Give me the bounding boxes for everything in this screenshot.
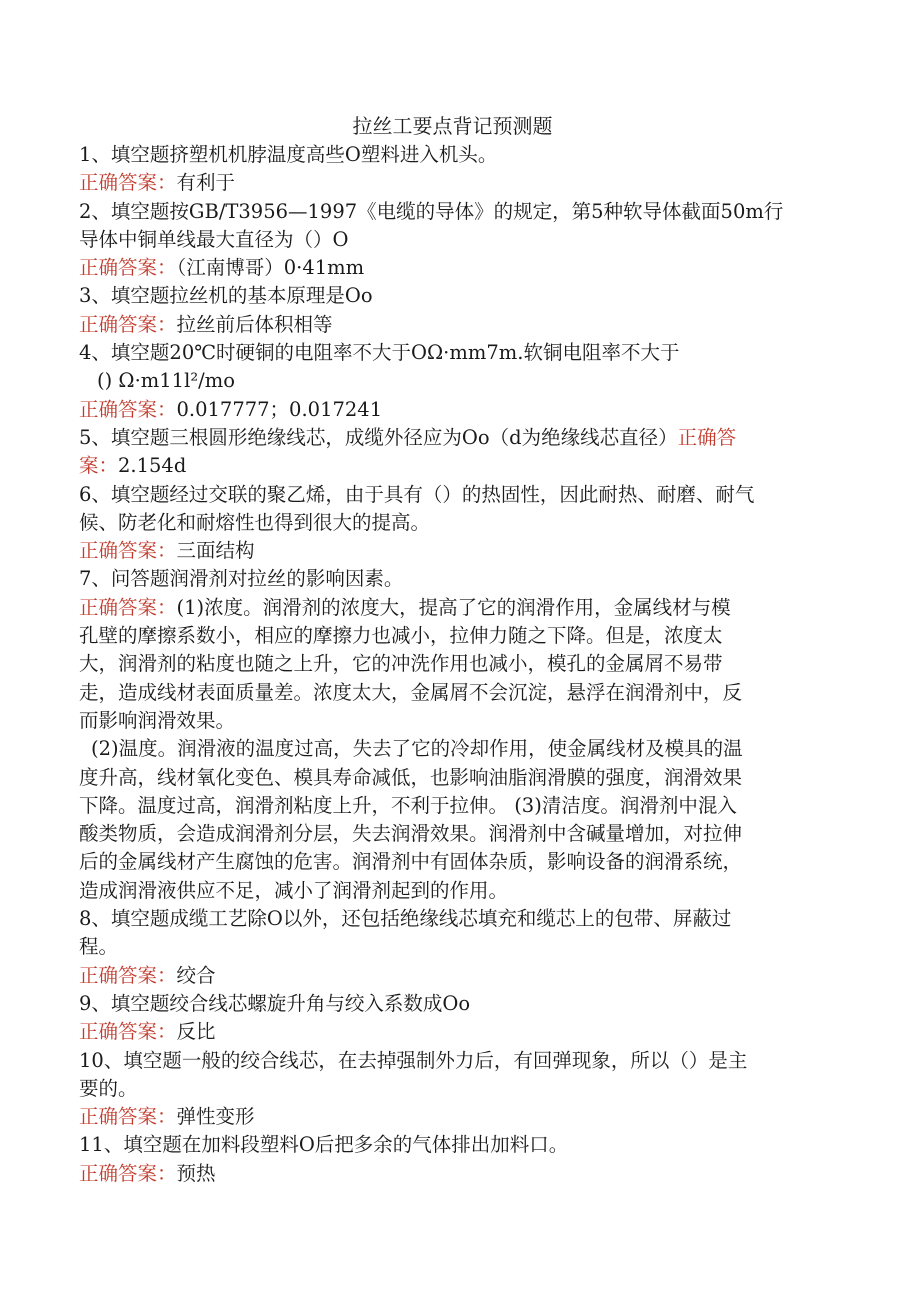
answer-7-line-8: 下降。温度过高，润滑剂粘度上升，不利于拉伸。 (3)清洁度。润滑剂中混入 bbox=[79, 793, 737, 817]
answer-text: (1)浓度。润滑剂的浓度大，提高了它的润滑作用，金属线材与模 bbox=[176, 595, 731, 619]
question-7: 7、问答题润滑剂对拉丝的影响因素。 bbox=[79, 567, 404, 591]
answer-text: 有利于 bbox=[176, 171, 236, 195]
answer-7-line-3: 大，润滑剂的粘度也随之上升，它的冲洗作用也减小，模孔的金属屑不易带 bbox=[79, 652, 723, 676]
answer-2 bbox=[79, 254, 827, 282]
answer-label: 正确答案： bbox=[79, 256, 177, 280]
answer-label: 正确答案： bbox=[79, 171, 177, 195]
answer-7-line-6: (2)温度。润滑液的温度过高，失去了它的冷却作用，使金属线材及模具的温 bbox=[91, 737, 743, 761]
question-3: 3、填空题拉丝机的基本原理是Oo bbox=[79, 284, 373, 308]
answer-text: 0.017777；0.017241 bbox=[176, 397, 383, 421]
answer-5 bbox=[79, 452, 827, 480]
answer-label: 正确答案： bbox=[79, 1161, 177, 1185]
answer-text: 三面结构 bbox=[176, 539, 255, 563]
question-6-line-1: 6、填空题经过交联的聚乙烯，由于具有（）的热固性，因此耐热、耐磨、耐气 bbox=[79, 482, 755, 506]
answer-9 bbox=[79, 1018, 827, 1046]
question-1: 1、填空题挤塑机机脖温度高些O塑料进入机头。 bbox=[79, 143, 498, 166]
question-4-line-2: () Ω·m11l²/mo bbox=[97, 369, 235, 393]
answer-7-line-4: 走，造成线材表面质量差。浓度太大，金属屑不会沉淀，悬浮在润滑剂中，反 bbox=[79, 680, 743, 704]
answer-label: 正确答案： bbox=[79, 312, 177, 336]
answer-label: 正确答案： bbox=[79, 1105, 177, 1129]
answer-text: 绞合 bbox=[176, 963, 216, 987]
question-5-line-1 bbox=[79, 424, 827, 452]
question-4-line-1: 4、填空题20℃时硬铜的电阻率不大于OΩ·mm7m.软铜电阻率不大于 bbox=[79, 341, 680, 365]
answer-7-line-5: 而影响润滑效果。 bbox=[79, 708, 236, 732]
question-2-line-2: 导体中铜单线最大直径为（）O bbox=[79, 227, 349, 251]
answer-4 bbox=[79, 396, 827, 424]
question-text: 5、填空题三根圆形绝缘线芯，成缆外径应为Oo（d为绝缘线芯直径） bbox=[79, 425, 678, 449]
question-9: 9、填空题绞合线芯螺旋升角与绞入系数成Oo bbox=[79, 991, 471, 1015]
answer-text: 2.154d bbox=[118, 454, 187, 478]
answer-label: 正确答案： bbox=[79, 1020, 177, 1044]
answer-label: 正确答案： bbox=[79, 539, 177, 563]
answer-text: （江南博哥）0·41mm bbox=[176, 256, 365, 280]
answer-10 bbox=[79, 1103, 827, 1131]
answer-text: 反比 bbox=[176, 1020, 216, 1044]
answer-11 bbox=[79, 1160, 827, 1188]
answer-8 bbox=[79, 962, 827, 990]
question-10-line-2: 要的。 bbox=[79, 1076, 138, 1100]
answer-label: 正确答案： bbox=[79, 397, 177, 421]
document-body bbox=[79, 141, 827, 1188]
answer-7-line-11: 造成润滑液供应不足，减小了润滑剂起到的作用。 bbox=[79, 878, 509, 902]
answer-7-line-7: 度升高，线材氧化变色、模具寿命减低，也影响油脂润滑膜的强度，润滑效果 bbox=[79, 765, 743, 789]
answer-7-line-1 bbox=[79, 594, 827, 622]
answer-label-part-1: 正确答 bbox=[677, 425, 737, 449]
answer-1 bbox=[79, 169, 827, 197]
answer-7-line-9: 酸类物质，会造成润滑剂分层，失去润滑效果。润滑剂中含碱量增加，对拉伸 bbox=[79, 822, 743, 846]
answer-label: 正确答案： bbox=[79, 963, 177, 987]
question-6-line-2: 候、防老化和耐熔性也得到很大的提高。 bbox=[79, 510, 431, 534]
question-11: 11、填空题在加料段塑料O后把多余的气体排出加料口。 bbox=[79, 1133, 569, 1157]
question-2-line-1: 2、填空题按GB/T3956—1997《电缆的导体》的规定，第5种软导体截面50m行 bbox=[79, 199, 784, 223]
answer-label: 正确答案： bbox=[79, 595, 177, 619]
question-8-line-1: 8、填空题成缆工艺除O以外，还包括绝缘线芯填充和缆芯上的包带、屏蔽过 bbox=[79, 907, 732, 931]
document-title: 拉丝工要点背记预测题 bbox=[352, 114, 553, 138]
answer-6 bbox=[79, 537, 827, 565]
answer-7-line-2: 孔壁的摩擦系数小，相应的摩擦力也减小，拉伸力随之下降。但是，浓度太 bbox=[79, 624, 723, 648]
question-10-line-1: 10、填空题一般的绞合线芯，在去掉强制外力后，有回弹现象，所以（）是主 bbox=[79, 1048, 748, 1072]
answer-label-part-2: 案： bbox=[79, 454, 119, 478]
answer-text: 拉丝前后体积相等 bbox=[176, 312, 333, 336]
answer-3 bbox=[79, 311, 827, 339]
answer-text: 弹性变形 bbox=[176, 1105, 255, 1129]
answer-7-line-10: 后的金属线材产生腐蚀的危害。润滑剂中有固体杂质，影响设备的润滑系统， bbox=[79, 850, 743, 874]
answer-text: 预热 bbox=[176, 1161, 216, 1185]
question-8-line-2: 程。 bbox=[79, 935, 119, 959]
